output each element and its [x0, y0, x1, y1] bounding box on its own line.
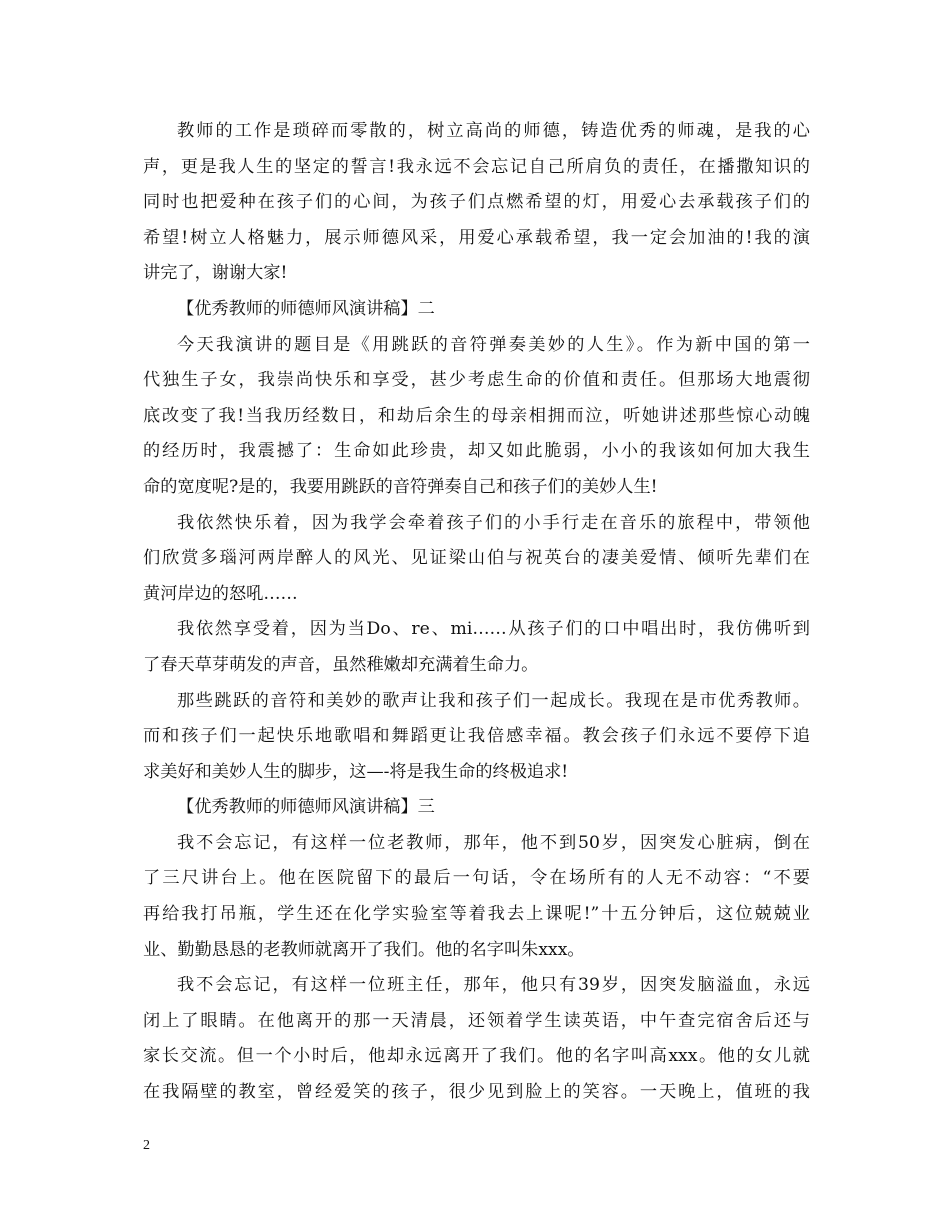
- paragraph-line: 底改变了我!当我历经数日，和劫后余生的母亲相拥而泣，听她讲述那些惊心动魄: [143, 405, 810, 426]
- paragraph-line: 希望!树立人格魅力，展示师德风采，用爱心承载希望，我一定会加油的!我的演: [143, 227, 810, 248]
- paragraph-line: 我不会忘记，有这样一位班主任，那年，他只有39岁，因突发脑溢血，永远: [177, 975, 810, 996]
- paragraph-line: 的经历时，我震撼了：生命如此珍贵，却又如此脆弱，小小的我该如何加大我生: [143, 441, 810, 462]
- paragraph-line: 代独生子女，我崇尚快乐和享受，甚少考虑生命的价值和责任。但那场大地震彻: [143, 370, 810, 391]
- paragraph-line: 闭上了眼睛。在他离开的那一天清晨，还领着学生读英语，中午查完宿舍后还与: [143, 1010, 810, 1031]
- paragraph-line: 我依然享受着，因为当Do、re、mi……从孩子们的口中唱出时，我仿佛听到: [177, 619, 810, 640]
- paragraph-line: 业、勤勤恳恳的老教师就离开了我们。他的名字叫朱xxx。: [143, 939, 585, 960]
- paragraph-line: 而和孩子们一起快乐地歌唱和舞蹈更让我倍感幸福。教会孩子们永远不要停下追: [143, 726, 810, 747]
- paragraph-line: 今天我演讲的题目是《用跳跃的音符弹奏美妙的人生》。作为新中国的第一: [177, 334, 810, 355]
- document-body: [143, 114, 810, 1111]
- paragraph-line: 我依然快乐着，因为我学会牵着孩子们的小手行走在音乐的旅程中，带领他: [177, 512, 810, 533]
- paragraph-line: 黄河岸边的怒吼……: [143, 583, 298, 604]
- section-heading: 【优秀教师的师德师风演讲稿】二: [177, 298, 435, 319]
- paragraph-line: 那些跳跃的音符和美妙的歌声让我和孩子们一起成长。我现在是市优秀教师。: [177, 690, 810, 711]
- paragraph-line: 我不会忘记，有这样一位老教师，那年，他不到50岁，因突发心脏病，倒在: [177, 832, 810, 853]
- section-heading: 【优秀教师的师德师风演讲稿】三: [177, 797, 435, 818]
- paragraph-line: 求美好和美妙人生的脚步，这—-将是我生命的终极追求!: [143, 761, 569, 782]
- page-number: 2: [143, 1138, 150, 1153]
- paragraph-line: 命的宽度呢?是的，我要用跳跃的音符弹奏自己和孩子们的美妙人生!: [143, 476, 658, 497]
- paragraph-line: 再给我打吊瓶，学生还在化学实验室等着我去上课呢!”十五分钟后，这位兢兢业: [143, 904, 810, 925]
- paragraph-line: 家长交流。但一个小时后，他却永远离开了我们。他的名字叫高xxx。他的女儿就: [143, 1046, 810, 1067]
- paragraph-line: 了三尺讲台上。他在医院留下的最后一句话，令在场所有的人无不动容：“不要: [143, 868, 810, 889]
- paragraph-line: 了春天草芽萌发的声音，虽然稚嫩却充满着生命力。: [143, 654, 539, 675]
- paragraph-line: 讲完了，谢谢大家!: [143, 263, 288, 284]
- paragraph-line: 同时也把爱种在孩子们的心间，为孩子们点燃希望的灯，用爱心去承载孩子们的: [143, 192, 810, 213]
- paragraph-line: 们欣赏多瑙河两岸醉人的风光、见证梁山伯与祝英台的凄美爱情、倾听先辈们在: [143, 548, 810, 569]
- paragraph-line: 教师的工作是琐碎而零散的，树立高尚的师德，铸造优秀的师魂，是我的心: [177, 121, 810, 141]
- paragraph-line: 在我隔壁的教室，曾经爱笑的孩子，很少见到脸上的笑容。一天晚上，值班的我: [143, 1082, 810, 1103]
- paragraph-line: 声，更是我人生的坚定的誓言!我永远不会忘记自己所肩负的责任，在播撒知识的: [143, 156, 810, 177]
